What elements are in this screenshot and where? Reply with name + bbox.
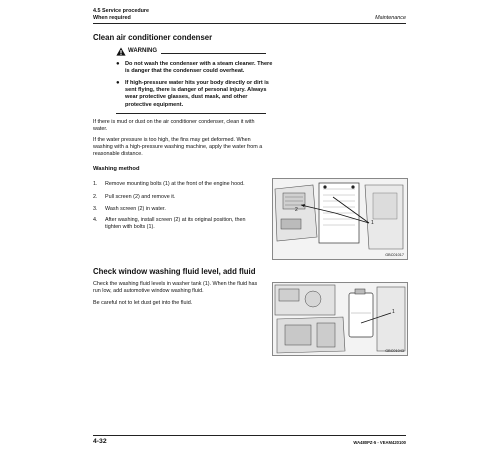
warning-bottom-rule xyxy=(116,113,266,114)
warning-item xyxy=(116,61,275,75)
step-text: Remove mounting bolts (1) at the front of the engine hood. xyxy=(105,181,245,187)
step-item xyxy=(93,181,255,188)
header-section-title: 4.5 Service procedure xyxy=(93,8,150,14)
warning-label: WARNING xyxy=(128,48,157,54)
paragraph: Be careful not to let dust get into the fluid. xyxy=(93,300,193,306)
callout-label: 1 xyxy=(371,220,374,226)
paragraph: If there is mud or dust on the air conditioner condenser, clean it with water. xyxy=(93,119,255,133)
warning-rule xyxy=(161,53,266,54)
step-text: Wash screen (2) in water. xyxy=(105,206,166,212)
step-number: 1. xyxy=(93,181,98,187)
figure-code: GBC01043 xyxy=(385,349,404,353)
step-item xyxy=(93,206,255,213)
page-number: 4-32 xyxy=(93,438,107,445)
document-code: WA480PZ-5 - VEAM420100 xyxy=(353,440,406,445)
section-title-washer-fluid: Check window washing fluid level, add fluid xyxy=(93,267,256,276)
warning-triangle-icon xyxy=(116,47,126,56)
callout-label: 2 xyxy=(295,207,298,213)
paragraph: Check the washing fluid levels in washer tank (1). When the fluid has run low, add automotive window washing fluid. xyxy=(93,281,258,295)
bullet-icon: ● xyxy=(116,61,120,67)
step-number: 2. xyxy=(93,194,98,200)
step-text: After washing, install screen (2) at its original position, then tighten with bolts (1). xyxy=(105,217,246,231)
callout-label: 1 xyxy=(392,309,395,315)
step-text: Pull screen (2) and remove it. xyxy=(105,194,176,200)
step-item xyxy=(93,194,255,201)
step-number: 3. xyxy=(93,206,98,212)
step-number: 4. xyxy=(93,217,98,223)
step-item xyxy=(93,217,255,231)
figure-condenser-screen xyxy=(272,178,408,260)
subsection-title-washing-method: Washing method xyxy=(93,166,140,172)
figure-washer-tank xyxy=(272,282,408,356)
footer-divider xyxy=(93,435,406,436)
paragraph: If the water pressure is too high, the fins may get deformed. When washing with a high-pressure washing machine, apply the water from a reasonable distance. xyxy=(93,137,263,158)
header-section xyxy=(93,8,149,21)
header-chapter: Maintenance xyxy=(375,15,406,21)
washer-tank-illustration xyxy=(273,283,407,355)
section-title-clean-ac: Clean air conditioner condenser xyxy=(93,33,213,42)
header-subsection-title: When required xyxy=(93,14,131,21)
warning-text: If high-pressure water hits your body directly or dirt is sent flying, there is danger of personal injury. Always wear protective glasses, dust mask, and other protective equipment. xyxy=(125,80,269,108)
condenser-illustration xyxy=(273,179,407,259)
header-divider xyxy=(93,23,406,24)
warning-text: Do not wash the condenser with a steam cleaner. There is danger that the condenser could overheat. xyxy=(125,61,273,75)
figure-code: GBC01017 xyxy=(385,253,404,257)
warning-item xyxy=(116,80,275,109)
warning-header xyxy=(116,47,266,57)
bullet-icon: ● xyxy=(116,80,120,86)
